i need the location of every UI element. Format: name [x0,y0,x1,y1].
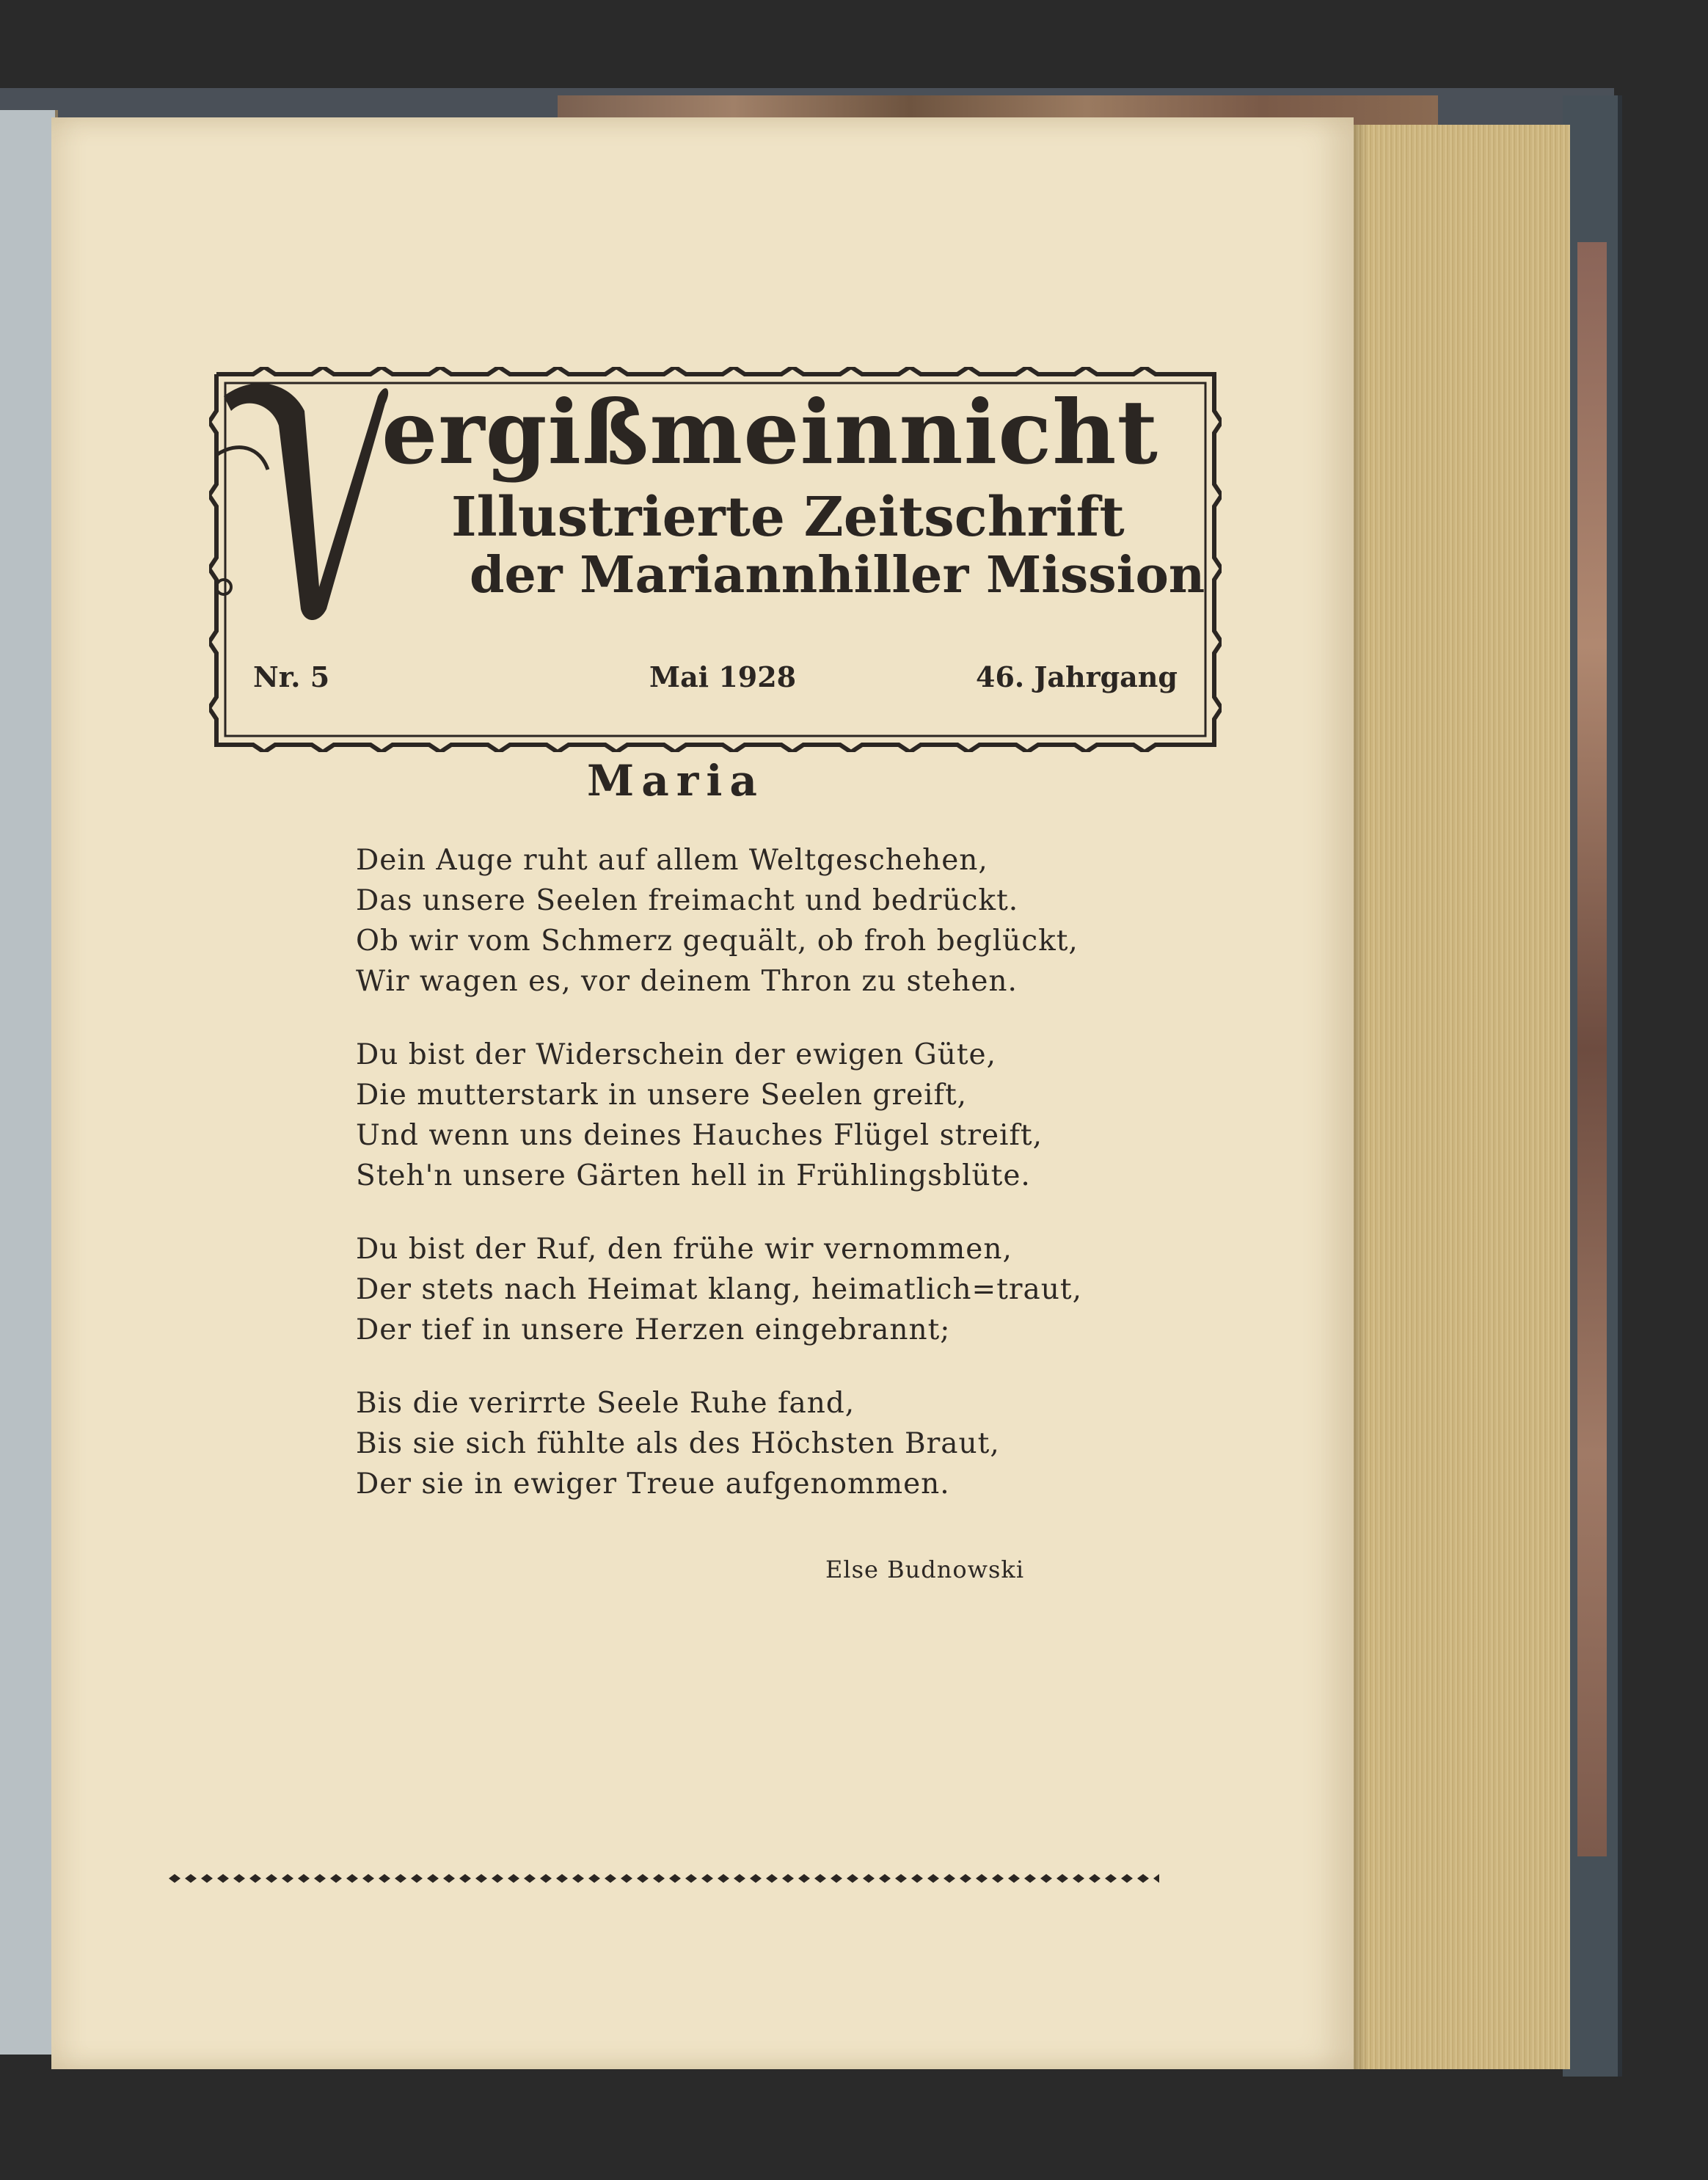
ornament-mark [798,1874,810,1883]
ornament-mark [588,1874,600,1883]
ornament-mark [298,1874,310,1883]
poem-line: Bis die verirrte Seele Ruhe fand, [356,1387,855,1420]
poem-line: Bis sie sich fühlte als des Höchsten Braut, [356,1427,1000,1460]
ornament-mark [637,1874,649,1883]
ornament-mark [362,1874,374,1883]
magazine-subtitle: Illustrierte Zeitschrift [451,486,1125,549]
decorative-divider [165,1871,1159,1886]
ornament-mark [669,1874,681,1883]
ornament-mark [443,1874,455,1883]
issue-date: Mai 1928 [649,660,797,693]
poem-line: Und wenn uns deines Hauches Flügel streift, [356,1119,1043,1152]
poem-line: Der tief in unsere Herzen eingebrannt; [356,1313,951,1346]
ornament-mark [1137,1874,1149,1883]
ornament-mark [621,1874,632,1883]
poem-author: Else Budnowski [825,1556,1025,1583]
stanza [356,1229,1082,1350]
ornament-mark [201,1874,213,1883]
ornament-mark [411,1874,423,1883]
ornament-mark [1089,1874,1101,1883]
ornament-mark [1105,1874,1117,1883]
ornament-mark [605,1874,616,1883]
poem-line: Wir wagen es, vor deinem Thron zu stehen. [356,965,1018,998]
ornament-mark [556,1874,568,1883]
ornament-mark [653,1874,665,1883]
ornament-mark [427,1874,439,1883]
ornament-mark [863,1874,875,1883]
ornament-mark [734,1874,745,1883]
ornament-mark [685,1874,697,1883]
ornament-mark [540,1874,552,1883]
poem-line: Die mutterstark in unsere Seelen greift, [356,1079,968,1112]
ornament-mark [508,1874,519,1883]
ornament-mark [976,1874,988,1883]
ornament-mark [701,1874,713,1883]
poem-line: Das unsere Seelen freimacht und bedrückt. [356,884,1019,917]
book-page [51,117,1354,2069]
left-page-edge [0,110,58,2055]
ornament-mark [169,1874,180,1883]
ornament-mark [814,1874,826,1883]
stanza [356,1383,1000,1504]
ornament-mark [750,1874,762,1883]
ornament-mark [314,1874,326,1883]
ornament-mark [379,1874,390,1883]
issue-number: Nr. 5 [253,660,330,693]
masthead [209,367,1222,752]
poem-title: Maria [587,756,764,806]
stanza [356,1035,1043,1196]
ornament-mark [847,1874,858,1883]
ornament-mark [927,1874,939,1883]
ornament-mark [395,1874,406,1883]
ornament-mark [492,1874,503,1883]
magazine-publisher: der Mariannhiller Mission [470,546,1205,605]
decorative-initial-v [209,367,393,631]
ornament-mark [831,1874,842,1883]
stanza [356,840,1079,1002]
ornament-mark [960,1874,971,1883]
ornament-mark [266,1874,277,1883]
ornament-mark [766,1874,778,1883]
poem-line: Steh'n unsere Gärten hell in Frühlingsblüte. [356,1159,1031,1192]
volume-year: 46. Jahrgang [976,660,1178,693]
ornament-mark [944,1874,955,1883]
ornament-mark [1121,1874,1133,1883]
ornament-mark [459,1874,471,1883]
page-stack-fore-edge [1346,125,1570,2069]
ornament-mark [718,1874,729,1883]
ornament-mark [1024,1874,1036,1883]
ornament-mark [524,1874,536,1883]
ornament-mark [895,1874,907,1883]
ornament-mark [282,1874,293,1883]
ornament-mark [475,1874,487,1883]
ornament-mark [1056,1874,1068,1883]
ornament-mark [185,1874,197,1883]
poem-line: Du bist der Widerschein der ewigen Güte, [356,1038,996,1071]
ornament-mark [233,1874,245,1883]
ornament-mark [1008,1874,1020,1883]
poem-line: Der stets nach Heimat klang, heimatlich=traut, [356,1273,1082,1306]
poem-line: Ob wir vom Schmerz gequält, ob froh beglückt, [356,925,1079,958]
poem-line: Der sie in ewiger Treue aufgenommen. [356,1468,950,1501]
poem-line: Dein Auge ruht auf allem Weltgeschehen, [356,844,988,877]
poem-line: Du bist der Ruf, den frühe wir vernommen, [356,1233,1012,1266]
magazine-title: ergißmeinnicht [382,381,1158,484]
ornament-mark [217,1874,229,1883]
marbled-edge-right [1577,242,1607,1856]
ornament-mark [911,1874,923,1883]
ornament-mark [879,1874,891,1883]
ornament-mark [1153,1874,1159,1883]
ornament-mark [1040,1874,1052,1883]
ornament-mark [572,1874,584,1883]
ornament-mark [992,1874,1004,1883]
ornament-mark [249,1874,261,1883]
ornament-mark [782,1874,794,1883]
ornament-mark [330,1874,342,1883]
ornament-mark [346,1874,358,1883]
ornament-mark [1073,1874,1084,1883]
